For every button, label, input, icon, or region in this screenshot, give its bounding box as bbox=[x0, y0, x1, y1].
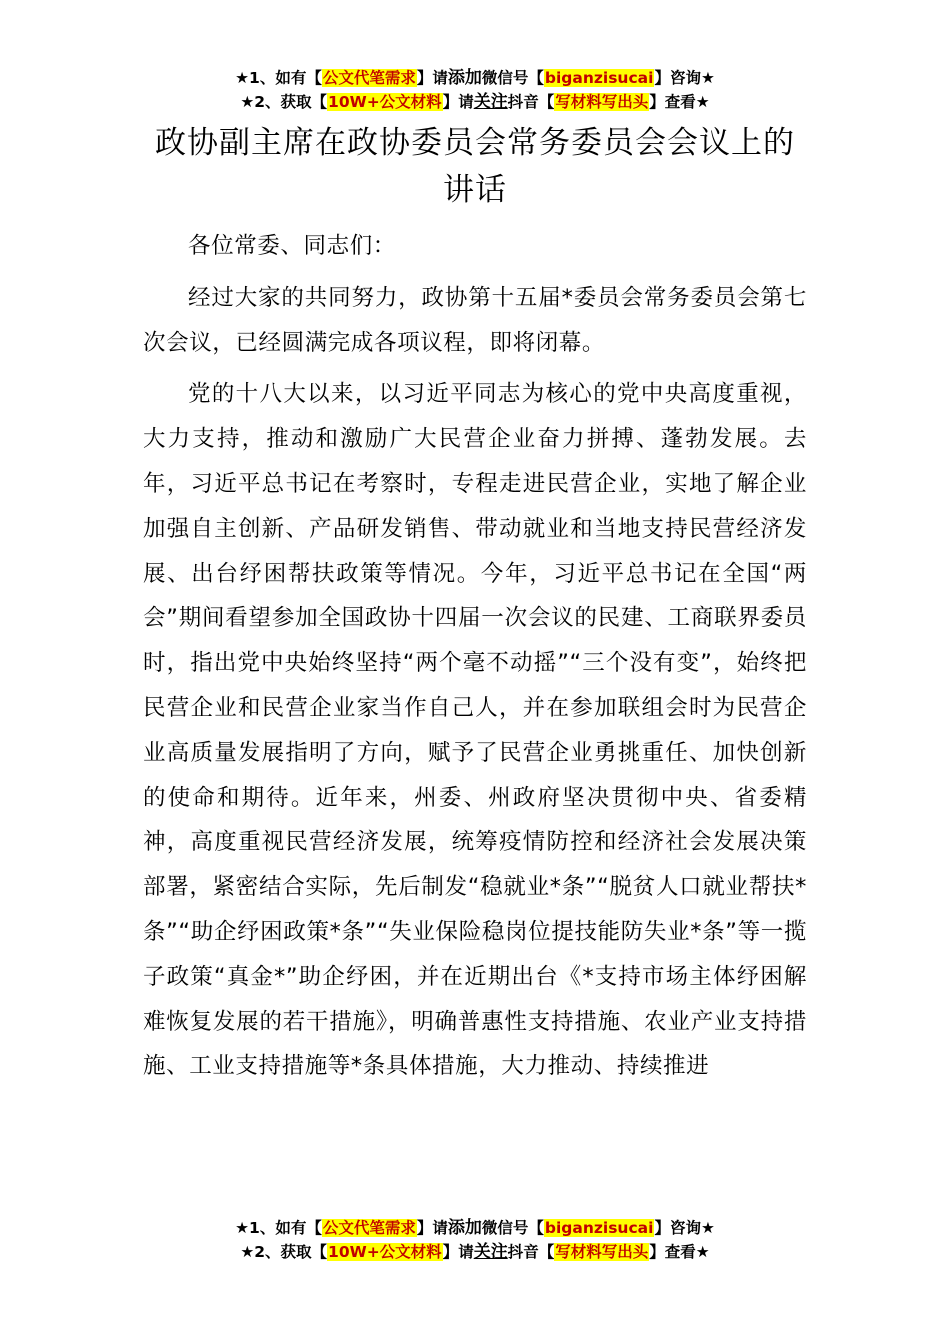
salutation: 各位常委、同志们： bbox=[188, 233, 396, 259]
banner-highlight: 写材料写出头 bbox=[555, 1243, 649, 1261]
banner-emphasis: 添加 bbox=[447, 1218, 482, 1238]
banner-text: 微信号【 bbox=[481, 69, 544, 87]
banner-line-1 bbox=[0, 1216, 950, 1240]
banner-text: ★2、获取【 bbox=[240, 1243, 328, 1261]
banner-line-1 bbox=[0, 66, 950, 90]
banner-text: 】咨询★ bbox=[654, 1219, 715, 1237]
footer-banner bbox=[0, 1216, 950, 1264]
banner-emphasis: 关注 bbox=[473, 1242, 508, 1262]
banner-text: 】请 bbox=[442, 93, 474, 111]
banner-text: 抖音【 bbox=[507, 1243, 555, 1261]
banner-highlight: biganzisucai bbox=[544, 69, 654, 87]
paragraph: 经过大家的共同努力，政协第十五届*委员会常务委员会第七次会议，已经圆满完成各项议程，即将闭幕。 bbox=[143, 284, 807, 356]
banner-line-2 bbox=[0, 1240, 950, 1264]
banner-line-2 bbox=[0, 90, 950, 114]
banner-emphasis: 添加 bbox=[447, 68, 482, 88]
banner-highlight: 写材料写出头 bbox=[555, 93, 649, 111]
banner-text: 】查看★ bbox=[649, 93, 710, 111]
document-title: 政协副主席在政协委员会常务委员会会议上的讲话 bbox=[155, 125, 795, 208]
banner-text: 】请 bbox=[416, 69, 448, 87]
banner-text: 】咨询★ bbox=[654, 69, 715, 87]
header-banner bbox=[0, 66, 950, 114]
banner-highlight: 公文代笔需求 bbox=[322, 69, 416, 87]
banner-text: ★2、获取【 bbox=[240, 93, 328, 111]
banner-emphasis: 关注 bbox=[473, 92, 508, 112]
banner-text: 微信号【 bbox=[481, 1219, 544, 1237]
banner-highlight: 公文代笔需求 bbox=[322, 1219, 416, 1237]
banner-text: 抖音【 bbox=[507, 93, 555, 111]
banner-text: ★1、如有【 bbox=[235, 69, 322, 87]
banner-text: ★1、如有【 bbox=[235, 1219, 322, 1237]
banner-text: 】请 bbox=[442, 1243, 474, 1261]
banner-highlight: biganzisucai bbox=[544, 1219, 654, 1237]
banner-highlight: 10W+公文材料 bbox=[328, 1243, 442, 1261]
banner-text: 】请 bbox=[416, 1219, 448, 1237]
paragraph: 党的十八大以来，以习近平同志为核心的党中央高度重视，大力支持，推动和激励广大民营企业奋力拼搏、蓬勃发展。去年，习近平总书记在考察时，专程走进民营企业，实地了解企业加强自主创新、产品研发销售、带动就业和当地支持民营经济发展、出台纾困帮扶政策等情况。今年，习近平总书记在全国“两会”期间看望参加全国政协十四届一次会议的民建、工商联界委员时，指出党中央始终坚持“两个毫不动摇”“三个没有变”，始终把民营企业和民营企业家当作自己人，并在参加联组会时为民营企业高质量发展指明了方向，赋予了民营企业勇挑重任、加快创新的使命和期待。近年来，州委、州政府坚决贯彻中央、省委精神，高度重视民营经济发展，统筹疫情防控和经济社会发展决策部署，紧密结合实际，先后制发“稳就业*条”“脱贫人口就业帮扶*条”“助企纾困政策*条”“失业保险稳岗位提技能防失业*条”等一揽子政策“真金*”助企纾困，并在近期出台《*支持市场主体纾困解难恢复发展的若干措施》，明确普惠性支持措施、农业产业支持措施、工业支持措施等*条具体措施，大力推动、持续推进 bbox=[143, 381, 807, 1080]
banner-text: 】查看★ bbox=[649, 1243, 710, 1261]
document-body bbox=[143, 224, 807, 1096]
banner-highlight: 10W+公文材料 bbox=[328, 93, 442, 111]
